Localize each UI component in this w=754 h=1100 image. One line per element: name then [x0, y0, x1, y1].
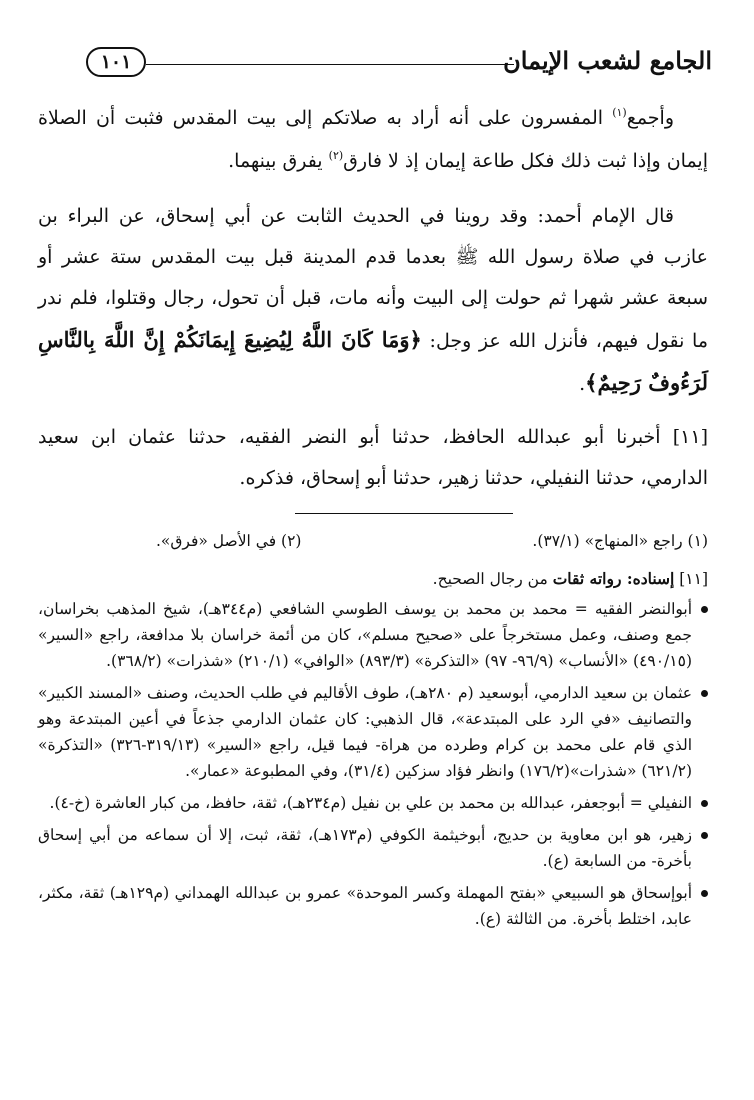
paragraph-2: [38, 196, 708, 405]
bullet-icon: [701, 832, 708, 839]
footnote-2: (٢) في الأصل «فرق».: [156, 532, 302, 550]
notes-title: [38, 566, 708, 592]
narrator-note: [38, 822, 708, 874]
p2-end: .: [579, 373, 586, 395]
narrator-note-text: عثمان بن سعيد الدارمي، أبوسعيد (م ٢٨٠هـ)، طوف الأقاليم في طلب الحديث، وصنف «المسند الكبير» والتصانيف «في الرد على المبتدعة»، قال الذهبي: كان عثمان الدارمي جذعاً في أعين المبتدعة وهو الذي قام على محمد بن كرام وطرده من هراة- فيما قيل، راجع «السير» (٣١٩/١٣-٣٢٦) «التذكرة» (٦٢١/٢) «شذرات»(١٧٦/٢) وانظر فؤاد سزكين (٣١/٤)، وفي المطبوعة «عمار».: [38, 684, 692, 780]
running-title: الجامع لشعب الإيمان: [503, 46, 712, 75]
p2-text: قال الإمام أحمد: وقد روينا في الحديث الثابت عن أبي إسحاق، عن البراء بن عازب في صلاة رسول الله ﷺ بعدما قدم المدينة قبل بيت المقدس ستة عشر أو سبعة عشر شهرا ثم حولت إلى البيت وأنه مات، قبل أن تحول، رجال وقتلوا، فلم ندر ما نقول فيهم، فأنزل الله عز وجل:: [38, 205, 709, 352]
footnote-separator: [295, 513, 513, 514]
narrator-note: [38, 790, 708, 816]
bullet-icon: [701, 890, 708, 897]
isnad-notes: [38, 566, 708, 938]
narrator-note-text: زهير، هو ابن معاوية بن حديج، أبوخيثمة الكوفي (م١٧٣هـ)، ثقة، ثبت، إلا أن سماعه من أبي إسحاق بأخرة- من السابعة (ع).: [38, 826, 692, 870]
page-number: ١٠١: [86, 47, 146, 77]
bullet-icon: [701, 690, 708, 697]
p1-middle: المفسرون على أنه أراد به صلاتكم إلى بيت المقدس فثبت أن الصلاة إيمان وإذا ثبت ذلك فكل طاعة إيمان إذ لا فارق: [38, 107, 708, 172]
footnote-ref-2: (٢): [328, 149, 344, 162]
bullet-icon: [701, 800, 708, 807]
p1-end: يفرق بينهما.: [228, 150, 329, 172]
paragraph-1: [38, 98, 708, 184]
narrator-note: [38, 880, 708, 932]
narrator-note-text: أبوالنضر الفقيه = محمد بن محمد بن يوسف الطوسي الشافعي (م٣٤٤هـ)، شيخ المذهب بخراسان، جمع وصنف، وعمل مستخرجاً على «صحيح مسلم»، كان من أئمة خراسان بلا مدافعة، راجع «السير» (٤٩٠/١٥) «الأنساب» (٩٦/٩- ٩٧) «التذكرة» (٨٩٣/٣) «الوافي» (٢١٠/١) «شذرات» (٣٦٨/٢).: [38, 600, 692, 670]
p1-start: وأجمع: [626, 107, 674, 129]
quran-verse: ﴿وَمَا كَانَ اللَّهُ لِيُضِيعَ إِيمَانَكُمْ إِنَّ اللَّهَ بِالنَّاسِ لَرَءُوفٌ رَحِيمٌ﴾: [38, 327, 708, 395]
page-header: [86, 44, 712, 84]
narrator-note: [38, 680, 708, 784]
header-rule: [146, 64, 514, 65]
footnote-ref-1: (١): [612, 106, 627, 119]
notes-title-rest: من رجال الصحيح.: [432, 570, 553, 588]
footnotes: [46, 527, 708, 555]
narrator-note-text: أبوإسحاق هو السبيعي «بفتح المهملة وكسر الموحدة» عمرو بن عبدالله الهمداني (م١٢٩هـ) ثقة، مكثر، عابد، اختلط بأخرة. من الثالثة (ع).: [38, 884, 692, 928]
main-text: [38, 98, 708, 511]
narrator-note: [38, 596, 708, 674]
notes-title-prefix: [١١]: [674, 570, 708, 588]
narrator-list: [38, 596, 708, 932]
bullet-icon: [701, 606, 708, 613]
hadith-chain-paragraph: [١١] أخبرنا أبو عبدالله الحافظ، حدثنا أبو النضر الفقيه، حدثنا عثمان ابن سعيد الدارمي، حدثنا النفيلي، حدثنا زهير، حدثنا أبو إسحاق، فذكره.: [38, 426, 708, 489]
narrator-note-text: النفيلي = أبوجعفر، عبدالله بن محمد بن علي بن نفيل (م٢٣٤هـ)، ثقة، حافظ، من كبار العاشرة (خ-٤).: [49, 794, 692, 812]
notes-title-label: إسناده: رواته ثقات: [552, 569, 675, 588]
footnote-1: (١) راجع «المنهاج» (٣٧/١).: [532, 532, 708, 550]
